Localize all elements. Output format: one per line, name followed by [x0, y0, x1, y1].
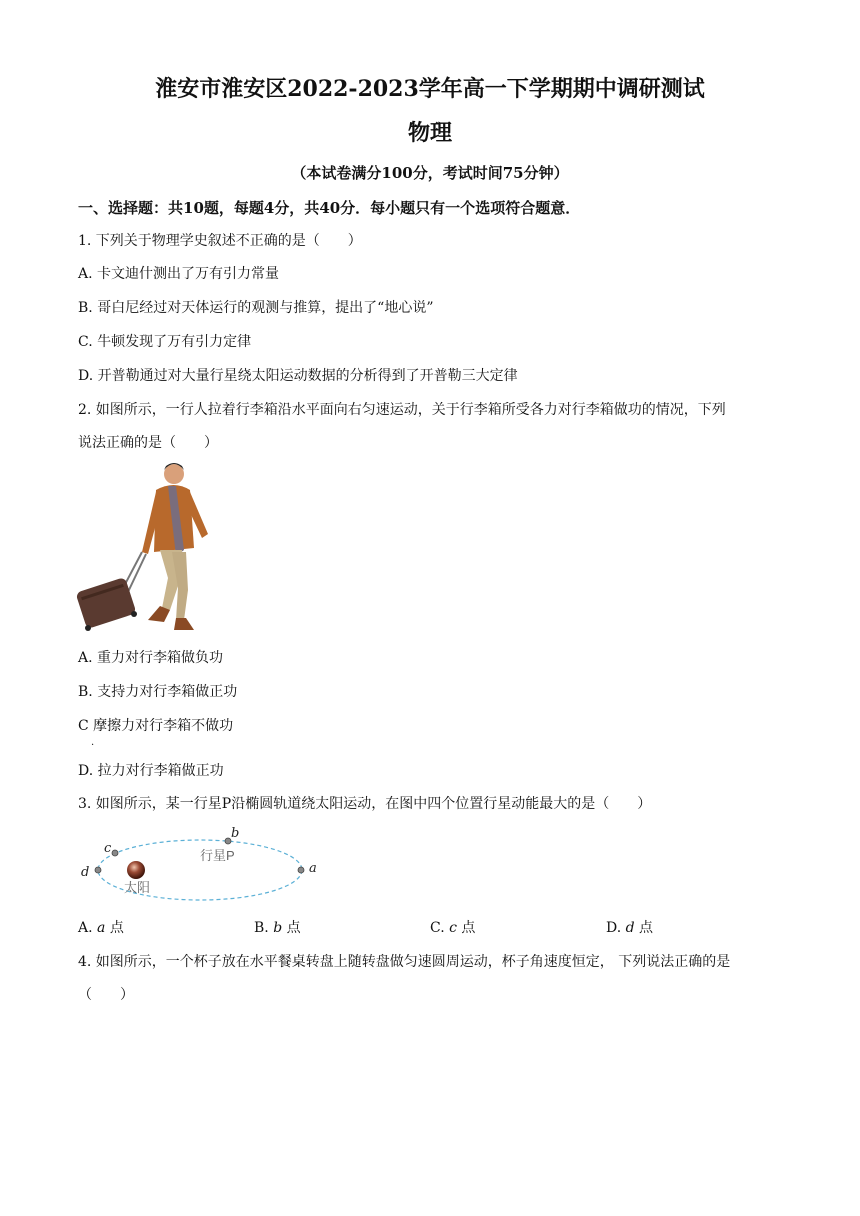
q4-stem-line2: （ ）	[78, 987, 134, 1003]
exam-subject: 物理	[407, 120, 452, 146]
q2-option-c-dot: .	[91, 737, 95, 748]
q3-option-b: B. b 点	[254, 920, 301, 936]
q1-option-d: D. 开普勒通过对大量行星绕太阳运动数据的分析得到了开普勒三大定律	[78, 368, 518, 384]
exam-note: （本试卷满分100分，考试时间75分钟）	[291, 164, 569, 182]
point-a-icon	[298, 867, 304, 873]
sun-icon	[127, 861, 145, 879]
section-heading: 一、选择题：共10题，每题4分，共40分．每小题只有一个选项符合题意．	[78, 199, 581, 217]
orbit-diagram	[76, 824, 326, 906]
q2-option-d: D. 拉力对行李箱做正功	[78, 763, 224, 779]
q1-option-a: A. 卡文迪什测出了万有引力常量	[78, 266, 280, 282]
q2-option-a: A. 重力对行李箱做负功	[78, 650, 224, 666]
q1-stem: 1. 下列关于物理学史叙述不正确的是（ ）	[78, 233, 362, 249]
q3-option-c: C. c 点	[430, 920, 476, 936]
point-b-label: b	[231, 826, 240, 841]
q3-option-d: D. d 点	[606, 920, 654, 936]
q2-option-b: B. 支持力对行李箱做正功	[78, 684, 238, 700]
q2-option-c: C 摩擦力对行李箱不做功	[78, 718, 234, 734]
q2-stem-line1: 2. 如图所示，一行人拉着行李箱沿水平面向右匀速运动，关于行李箱所受各力对行李箱做功的情况，下列	[78, 402, 726, 418]
q3-stem: 3. 如图所示，某一行星P沿椭圆轨道绕太阳运动，在图中四个位置行星动能最大的是（ ）	[78, 796, 652, 812]
q3-option-a: A. a 点	[78, 920, 124, 936]
planet-label: 行星P	[200, 848, 235, 863]
point-c-icon	[112, 850, 118, 856]
q1-option-b: B. 哥白尼经过对天体运行的观测与推算，提出了“地心说”	[78, 300, 434, 316]
point-d-label: d	[81, 865, 90, 880]
traveler-illustration	[76, 460, 212, 638]
person-icon	[142, 463, 208, 630]
q4-stem-line1: 4. 如图所示，一个杯子放在水平餐桌转盘上随转盘做匀速圆周运动，杯子角速度恒定， 下列说法正确的是	[78, 954, 731, 970]
exam-title: 淮安市淮安区2022-2023学年高一下学期期中调研测试	[155, 76, 705, 102]
q2-stem-line2: 说法正确的是（ ）	[78, 435, 218, 451]
q1-option-c: C. 牛顿发现了万有引力定律	[78, 334, 252, 350]
point-c-label: c	[104, 841, 112, 856]
point-a-label: a	[309, 861, 317, 876]
sun-label: 太阳	[124, 880, 151, 895]
point-d-icon	[95, 867, 101, 873]
suitcase-icon	[76, 552, 146, 631]
